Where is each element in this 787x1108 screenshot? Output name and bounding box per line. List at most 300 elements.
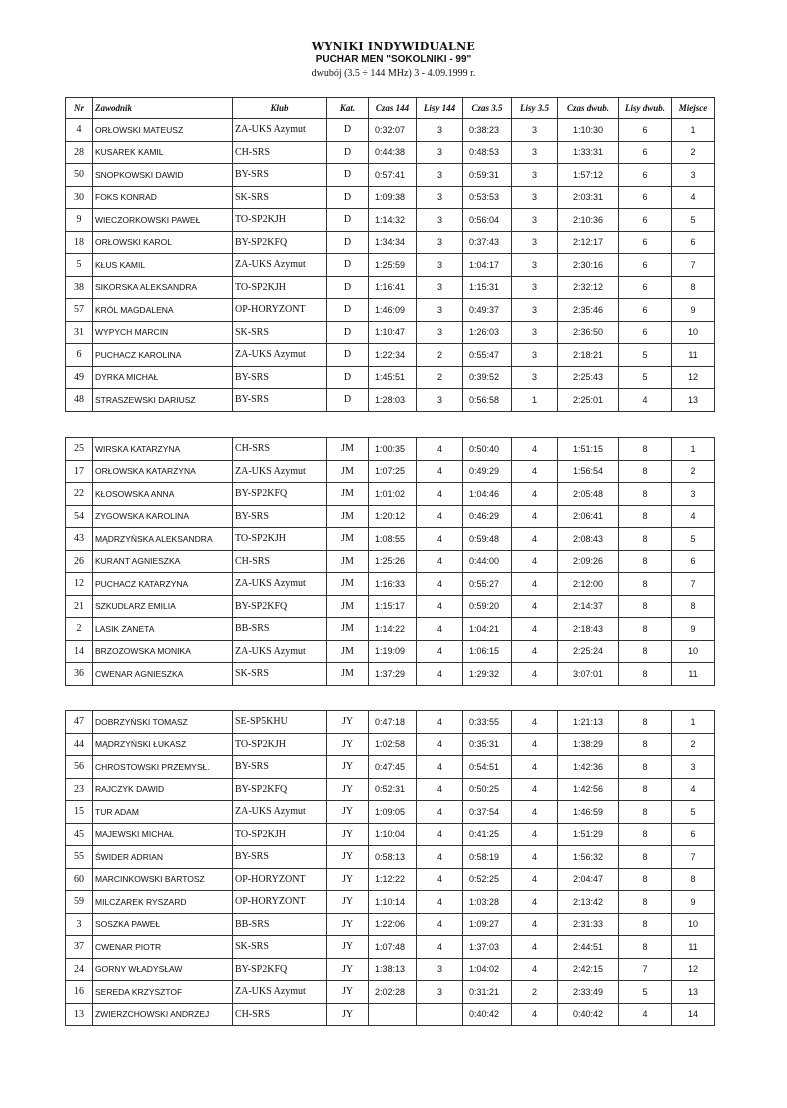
foxes-total-cell: 4 bbox=[619, 1003, 672, 1026]
time-144-cell: 1:20:12 bbox=[369, 505, 417, 528]
time-35-cell: 0:50:40 bbox=[463, 438, 512, 461]
foxes-144-cell: 3 bbox=[417, 299, 463, 322]
foxes-35-cell: 3 bbox=[512, 231, 558, 254]
foxes-35-cell: 3 bbox=[512, 299, 558, 322]
time-35-cell: 0:52:25 bbox=[463, 868, 512, 891]
time-total-cell: 1:46:59 bbox=[558, 801, 619, 824]
time-35-cell: 0:37:54 bbox=[463, 801, 512, 824]
category-cell: JY bbox=[327, 958, 369, 981]
time-35-cell: 0:56:04 bbox=[463, 209, 512, 232]
foxes-144-cell: 3 bbox=[417, 389, 463, 412]
foxes-35-cell: 4 bbox=[512, 846, 558, 869]
col-zawodnik-header: Zawodnik bbox=[93, 98, 233, 119]
category-cell: JY bbox=[327, 891, 369, 914]
club-cell: CH-SRS bbox=[233, 1003, 327, 1026]
foxes-35-cell: 4 bbox=[512, 823, 558, 846]
place-cell: 2 bbox=[672, 460, 715, 483]
foxes-35-cell: 3 bbox=[512, 366, 558, 389]
time-total-cell: 2:13:42 bbox=[558, 891, 619, 914]
group-jm-rows bbox=[66, 438, 715, 686]
time-35-cell: 0:56:58 bbox=[463, 389, 512, 412]
foxes-144-cell: 4 bbox=[417, 733, 463, 756]
place-cell: 5 bbox=[672, 209, 715, 232]
category-cell: JY bbox=[327, 823, 369, 846]
start-number-cell: 3 bbox=[66, 913, 93, 936]
foxes-35-cell: 4 bbox=[512, 778, 558, 801]
foxes-144-cell: 3 bbox=[417, 209, 463, 232]
category-cell: JY bbox=[327, 733, 369, 756]
competitor-name-cell: SEREDA KRZYSZTOF bbox=[93, 981, 233, 1004]
time-35-cell: 0:49:29 bbox=[463, 460, 512, 483]
table-row bbox=[66, 756, 715, 779]
foxes-35-cell: 4 bbox=[512, 711, 558, 734]
time-total-cell: 2:18:21 bbox=[558, 344, 619, 367]
competitor-name-cell: PUCHACZ KAROLINA bbox=[93, 344, 233, 367]
time-144-cell: 0:58:13 bbox=[369, 846, 417, 869]
time-144-cell: 1:08:55 bbox=[369, 528, 417, 551]
time-35-cell: 0:31:21 bbox=[463, 981, 512, 1004]
place-cell: 2 bbox=[672, 141, 715, 164]
start-number-cell: 30 bbox=[66, 186, 93, 209]
foxes-144-cell: 3 bbox=[417, 981, 463, 1004]
foxes-total-cell: 8 bbox=[619, 733, 672, 756]
competitor-name-cell: KŁOSOWSKA ANNA bbox=[93, 483, 233, 506]
place-cell: 6 bbox=[672, 550, 715, 573]
time-total-cell: 1:33:31 bbox=[558, 141, 619, 164]
club-cell: TO-SP2KJH bbox=[233, 733, 327, 756]
club-cell: CH-SRS bbox=[233, 550, 327, 573]
start-number-cell: 50 bbox=[66, 164, 93, 187]
time-35-cell: 0:55:27 bbox=[463, 573, 512, 596]
competitor-name-cell: MARCINKOWSKI BARTOSZ bbox=[93, 868, 233, 891]
foxes-144-cell: 4 bbox=[417, 891, 463, 914]
start-number-cell: 23 bbox=[66, 778, 93, 801]
time-35-cell: 0:48:53 bbox=[463, 141, 512, 164]
competitor-name-cell: MĄDRZYŃSKA ALEKSANDRA bbox=[93, 528, 233, 551]
competitor-name-cell: ZYGOWSKA KAROLINA bbox=[93, 505, 233, 528]
time-144-cell: 1:09:05 bbox=[369, 801, 417, 824]
time-144-cell: 1:38:13 bbox=[369, 958, 417, 981]
foxes-total-cell: 7 bbox=[619, 958, 672, 981]
foxes-total-cell: 5 bbox=[619, 366, 672, 389]
time-total-cell: 2:31:33 bbox=[558, 913, 619, 936]
place-cell: 10 bbox=[672, 913, 715, 936]
competition-name: PUCHAR MEN "SOKOLNIKI - 99" bbox=[315, 54, 472, 65]
time-total-cell: 2:30:16 bbox=[558, 254, 619, 277]
foxes-144-cell: 4 bbox=[417, 846, 463, 869]
foxes-35-cell: 4 bbox=[512, 438, 558, 461]
start-number-cell: 56 bbox=[66, 756, 93, 779]
table-row bbox=[66, 958, 715, 981]
table-row bbox=[66, 801, 715, 824]
time-35-cell: 1:37:03 bbox=[463, 936, 512, 959]
col-kat-header: Kat. bbox=[327, 98, 369, 119]
table-row bbox=[66, 528, 715, 551]
place-cell: 5 bbox=[672, 528, 715, 551]
place-cell: 8 bbox=[672, 595, 715, 618]
foxes-total-cell: 8 bbox=[619, 801, 672, 824]
competitor-name-cell: SZKUDLARZ EMILIA bbox=[93, 595, 233, 618]
foxes-35-cell: 3 bbox=[512, 164, 558, 187]
page-title: WYNIKI INDYWIDUALNE bbox=[311, 40, 476, 53]
foxes-144-cell: 4 bbox=[417, 823, 463, 846]
category-cell: D bbox=[327, 321, 369, 344]
club-cell: BY-SP2KFQ bbox=[233, 483, 327, 506]
time-144-cell: 1:10:14 bbox=[369, 891, 417, 914]
time-total-cell: 2:05:48 bbox=[558, 483, 619, 506]
category-cell: JM bbox=[327, 550, 369, 573]
competitor-name-cell: PUCHACZ KATARZYNA bbox=[93, 573, 233, 596]
category-cell: JM bbox=[327, 618, 369, 641]
foxes-total-cell: 8 bbox=[619, 573, 672, 596]
time-35-cell: 0:49:37 bbox=[463, 299, 512, 322]
table-row bbox=[66, 438, 715, 461]
competitor-name-cell: SNOPKOWSKI DAWID bbox=[93, 164, 233, 187]
time-35-cell: 1:04:21 bbox=[463, 618, 512, 641]
table-row bbox=[66, 505, 715, 528]
time-total-cell: 2:18:43 bbox=[558, 618, 619, 641]
club-cell: TO-SP2KJH bbox=[233, 209, 327, 232]
club-cell: BY-SP2KFQ bbox=[233, 231, 327, 254]
category-cell: D bbox=[327, 231, 369, 254]
start-number-cell: 26 bbox=[66, 550, 93, 573]
time-35-cell: 1:03:28 bbox=[463, 891, 512, 914]
category-cell: JY bbox=[327, 756, 369, 779]
place-cell: 10 bbox=[672, 640, 715, 663]
category-cell: D bbox=[327, 141, 369, 164]
foxes-144-cell: 3 bbox=[417, 231, 463, 254]
foxes-144-cell: 2 bbox=[417, 344, 463, 367]
time-35-cell: 0:59:48 bbox=[463, 528, 512, 551]
foxes-total-cell: 8 bbox=[619, 711, 672, 734]
start-number-cell: 57 bbox=[66, 299, 93, 322]
table-row bbox=[66, 618, 715, 641]
category-cell: D bbox=[327, 366, 369, 389]
start-number-cell: 15 bbox=[66, 801, 93, 824]
foxes-35-cell: 4 bbox=[512, 958, 558, 981]
start-number-cell: 17 bbox=[66, 460, 93, 483]
competitor-name-cell: DYRKA MICHAŁ bbox=[93, 366, 233, 389]
foxes-total-cell: 5 bbox=[619, 344, 672, 367]
club-cell: BB-SRS bbox=[233, 913, 327, 936]
table-row bbox=[66, 366, 715, 389]
time-total-cell: 2:42:15 bbox=[558, 958, 619, 981]
foxes-total-cell: 6 bbox=[619, 164, 672, 187]
place-cell: 5 bbox=[672, 801, 715, 824]
time-144-cell: 1:46:09 bbox=[369, 299, 417, 322]
place-cell: 11 bbox=[672, 344, 715, 367]
foxes-total-cell: 8 bbox=[619, 528, 672, 551]
foxes-total-cell: 6 bbox=[619, 231, 672, 254]
table-row bbox=[66, 141, 715, 164]
time-144-cell: 1:25:26 bbox=[369, 550, 417, 573]
place-cell: 12 bbox=[672, 366, 715, 389]
col-czas-144-header: Czas 144 bbox=[369, 98, 417, 119]
foxes-total-cell: 6 bbox=[619, 186, 672, 209]
club-cell: ZA-UKS Azymut bbox=[233, 254, 327, 277]
time-144-cell: 0:44:38 bbox=[369, 141, 417, 164]
table-row bbox=[66, 460, 715, 483]
foxes-35-cell: 4 bbox=[512, 756, 558, 779]
foxes-144-cell: 4 bbox=[417, 505, 463, 528]
place-cell: 9 bbox=[672, 891, 715, 914]
time-35-cell: 0:59:31 bbox=[463, 164, 512, 187]
time-144-cell: 2:02:28 bbox=[369, 981, 417, 1004]
time-total-cell: 1:51:29 bbox=[558, 823, 619, 846]
table-row bbox=[66, 164, 715, 187]
time-144-cell: 1:16:41 bbox=[369, 276, 417, 299]
foxes-35-cell: 4 bbox=[512, 733, 558, 756]
foxes-144-cell: 4 bbox=[417, 936, 463, 959]
time-144-cell: 1:37:29 bbox=[369, 663, 417, 686]
results-table-d bbox=[65, 97, 715, 412]
competitor-name-cell: SIKORSKA ALEKSANDRA bbox=[93, 276, 233, 299]
col-miejsce-header: Miejsce bbox=[672, 98, 715, 119]
table-row bbox=[66, 733, 715, 756]
competitor-name-cell: CWENAR AGNIESZKA bbox=[93, 663, 233, 686]
place-cell: 4 bbox=[672, 186, 715, 209]
foxes-35-cell: 4 bbox=[512, 1003, 558, 1026]
time-144-cell: 0:32:07 bbox=[369, 119, 417, 142]
category-cell: JY bbox=[327, 778, 369, 801]
table-row bbox=[66, 981, 715, 1004]
time-total-cell: 1:57:12 bbox=[558, 164, 619, 187]
category-cell: JY bbox=[327, 846, 369, 869]
competitor-name-cell: LASIK ŻANETA bbox=[93, 618, 233, 641]
club-cell: SE-SP5KHU bbox=[233, 711, 327, 734]
place-cell: 9 bbox=[672, 618, 715, 641]
foxes-35-cell: 4 bbox=[512, 550, 558, 573]
time-144-cell: 1:15:17 bbox=[369, 595, 417, 618]
foxes-35-cell: 3 bbox=[512, 344, 558, 367]
table-row bbox=[66, 344, 715, 367]
time-144-cell: 1:28:03 bbox=[369, 389, 417, 412]
foxes-144-cell: 3 bbox=[417, 141, 463, 164]
competitor-name-cell: CWENAR PIOTR bbox=[93, 936, 233, 959]
time-total-cell: 2:08:43 bbox=[558, 528, 619, 551]
place-cell: 13 bbox=[672, 389, 715, 412]
event-info: dwubój (3.5 ÷ 144 MHz) 3 - 4.09.1999 r. bbox=[311, 68, 476, 79]
foxes-144-cell: 4 bbox=[417, 640, 463, 663]
start-number-cell: 25 bbox=[66, 438, 93, 461]
competitor-name-cell: ORŁOWSKA KATARZYNA bbox=[93, 460, 233, 483]
start-number-cell: 31 bbox=[66, 321, 93, 344]
time-total-cell: 1:21:13 bbox=[558, 711, 619, 734]
foxes-total-cell: 8 bbox=[619, 663, 672, 686]
start-number-cell: 13 bbox=[66, 1003, 93, 1026]
competitor-name-cell: ORŁOWSKI KAROL bbox=[93, 231, 233, 254]
foxes-35-cell: 4 bbox=[512, 460, 558, 483]
time-144-cell: 1:14:32 bbox=[369, 209, 417, 232]
place-cell: 3 bbox=[672, 164, 715, 187]
foxes-35-cell: 3 bbox=[512, 119, 558, 142]
table-row bbox=[66, 823, 715, 846]
place-cell: 12 bbox=[672, 958, 715, 981]
competitor-name-cell: BRZOZOWSKA MONIKA bbox=[93, 640, 233, 663]
club-cell: CH-SRS bbox=[233, 141, 327, 164]
competitor-name-cell: SOSZKA PAWEŁ bbox=[93, 913, 233, 936]
table-row bbox=[66, 483, 715, 506]
category-cell: D bbox=[327, 164, 369, 187]
time-total-cell: 1:42:36 bbox=[558, 756, 619, 779]
table-row bbox=[66, 231, 715, 254]
start-number-cell: 2 bbox=[66, 618, 93, 641]
start-number-cell: 4 bbox=[66, 119, 93, 142]
foxes-total-cell: 8 bbox=[619, 913, 672, 936]
foxes-35-cell: 3 bbox=[512, 321, 558, 344]
club-cell: SK-SRS bbox=[233, 321, 327, 344]
time-total-cell: 2:35:46 bbox=[558, 299, 619, 322]
category-cell: JM bbox=[327, 640, 369, 663]
time-total-cell: 2:14:37 bbox=[558, 595, 619, 618]
foxes-144-cell: 4 bbox=[417, 483, 463, 506]
foxes-144-cell: 4 bbox=[417, 711, 463, 734]
foxes-total-cell: 8 bbox=[619, 891, 672, 914]
time-total-cell: 3:07:01 bbox=[558, 663, 619, 686]
foxes-144-cell: 4 bbox=[417, 868, 463, 891]
category-cell: JY bbox=[327, 1003, 369, 1026]
foxes-total-cell: 8 bbox=[619, 823, 672, 846]
foxes-35-cell: 4 bbox=[512, 801, 558, 824]
start-number-cell: 9 bbox=[66, 209, 93, 232]
club-cell: BY-SRS bbox=[233, 389, 327, 412]
category-cell: D bbox=[327, 276, 369, 299]
time-total-cell: 2:09:26 bbox=[558, 550, 619, 573]
start-number-cell: 28 bbox=[66, 141, 93, 164]
category-cell: JM bbox=[327, 505, 369, 528]
time-35-cell: 1:04:46 bbox=[463, 483, 512, 506]
foxes-35-cell: 4 bbox=[512, 595, 558, 618]
category-cell: JY bbox=[327, 868, 369, 891]
table-row bbox=[66, 891, 715, 914]
time-144-cell: 0:47:45 bbox=[369, 756, 417, 779]
table-row bbox=[66, 276, 715, 299]
category-cell: JM bbox=[327, 573, 369, 596]
foxes-total-cell: 6 bbox=[619, 276, 672, 299]
foxes-144-cell: 3 bbox=[417, 164, 463, 187]
time-144-cell: 1:10:04 bbox=[369, 823, 417, 846]
place-cell: 7 bbox=[672, 573, 715, 596]
time-144-cell: 0:52:31 bbox=[369, 778, 417, 801]
place-cell: 8 bbox=[672, 276, 715, 299]
table-row bbox=[66, 299, 715, 322]
foxes-total-cell: 8 bbox=[619, 595, 672, 618]
col-lisy-144-header: Lisy 144 bbox=[417, 98, 463, 119]
category-cell: JY bbox=[327, 801, 369, 824]
table-row bbox=[66, 846, 715, 869]
start-number-cell: 18 bbox=[66, 231, 93, 254]
time-144-cell: 1:00:35 bbox=[369, 438, 417, 461]
table-row bbox=[66, 186, 715, 209]
time-total-cell: 2:12:17 bbox=[558, 231, 619, 254]
time-144-cell: 1:25:59 bbox=[369, 254, 417, 277]
foxes-total-cell: 5 bbox=[619, 981, 672, 1004]
time-144-cell: 1:45:51 bbox=[369, 366, 417, 389]
competitor-name-cell: KUSAREK KAMIL bbox=[93, 141, 233, 164]
place-cell: 7 bbox=[672, 254, 715, 277]
foxes-total-cell: 8 bbox=[619, 868, 672, 891]
table-row bbox=[66, 913, 715, 936]
foxes-35-cell: 4 bbox=[512, 936, 558, 959]
category-cell: D bbox=[327, 209, 369, 232]
time-35-cell: 0:59:20 bbox=[463, 595, 512, 618]
time-35-cell: 0:55:47 bbox=[463, 344, 512, 367]
time-35-cell: 1:04:17 bbox=[463, 254, 512, 277]
table-row bbox=[66, 640, 715, 663]
category-cell: JM bbox=[327, 595, 369, 618]
foxes-35-cell: 4 bbox=[512, 573, 558, 596]
time-total-cell: 1:10:30 bbox=[558, 119, 619, 142]
time-144-cell: 1:02:58 bbox=[369, 733, 417, 756]
time-total-cell: 1:56:54 bbox=[558, 460, 619, 483]
category-cell: JY bbox=[327, 913, 369, 936]
time-144-cell: 1:01:02 bbox=[369, 483, 417, 506]
col-lisy-35-header: Lisy 3.5 bbox=[512, 98, 558, 119]
club-cell: TO-SP2KJH bbox=[233, 276, 327, 299]
foxes-144-cell: 4 bbox=[417, 528, 463, 551]
start-number-cell: 38 bbox=[66, 276, 93, 299]
foxes-144-cell: 3 bbox=[417, 254, 463, 277]
table-row bbox=[66, 389, 715, 412]
club-cell: ZA-UKS Azymut bbox=[233, 119, 327, 142]
club-cell: OP-HORYZONT bbox=[233, 299, 327, 322]
start-number-cell: 55 bbox=[66, 846, 93, 869]
foxes-35-cell: 3 bbox=[512, 186, 558, 209]
table-row bbox=[66, 573, 715, 596]
time-total-cell: 2:10:36 bbox=[558, 209, 619, 232]
foxes-144-cell: 3 bbox=[417, 321, 463, 344]
club-cell: BY-SP2KFQ bbox=[233, 595, 327, 618]
foxes-total-cell: 8 bbox=[619, 505, 672, 528]
time-35-cell: 1:04:02 bbox=[463, 958, 512, 981]
club-cell: BY-SP2KFQ bbox=[233, 958, 327, 981]
start-number-cell: 22 bbox=[66, 483, 93, 506]
time-total-cell: 2:33:49 bbox=[558, 981, 619, 1004]
table-row bbox=[66, 119, 715, 142]
foxes-total-cell: 8 bbox=[619, 460, 672, 483]
start-number-cell: 59 bbox=[66, 891, 93, 914]
time-total-cell: 2:04:47 bbox=[558, 868, 619, 891]
time-total-cell: 1:42:56 bbox=[558, 778, 619, 801]
foxes-total-cell: 8 bbox=[619, 640, 672, 663]
place-cell: 3 bbox=[672, 756, 715, 779]
foxes-total-cell: 8 bbox=[619, 778, 672, 801]
competitor-name-cell: CHROSTOWSKI PRZEMYSŁ. bbox=[93, 756, 233, 779]
time-35-cell: 0:35:31 bbox=[463, 733, 512, 756]
table-row bbox=[66, 321, 715, 344]
foxes-144-cell: 3 bbox=[417, 276, 463, 299]
foxes-144-cell: 4 bbox=[417, 618, 463, 641]
time-total-cell: 1:38:29 bbox=[558, 733, 619, 756]
time-144-cell: 1:07:48 bbox=[369, 936, 417, 959]
time-total-cell: 2:03:31 bbox=[558, 186, 619, 209]
time-144-cell: 0:47:18 bbox=[369, 711, 417, 734]
time-144-cell: 1:16:33 bbox=[369, 573, 417, 596]
col-klub-header: Klub bbox=[233, 98, 327, 119]
time-144-cell: 1:14:22 bbox=[369, 618, 417, 641]
foxes-total-cell: 8 bbox=[619, 618, 672, 641]
place-cell: 11 bbox=[672, 663, 715, 686]
time-35-cell: 0:40:42 bbox=[463, 1003, 512, 1026]
table-row bbox=[66, 550, 715, 573]
time-total-cell: 2:36:50 bbox=[558, 321, 619, 344]
foxes-total-cell: 6 bbox=[619, 141, 672, 164]
club-cell: ZA-UKS Azymut bbox=[233, 460, 327, 483]
foxes-144-cell bbox=[417, 1003, 463, 1026]
competitor-name-cell: WIECZORKOWSKI PAWEŁ bbox=[93, 209, 233, 232]
time-144-cell: 1:22:06 bbox=[369, 913, 417, 936]
category-cell: D bbox=[327, 389, 369, 412]
